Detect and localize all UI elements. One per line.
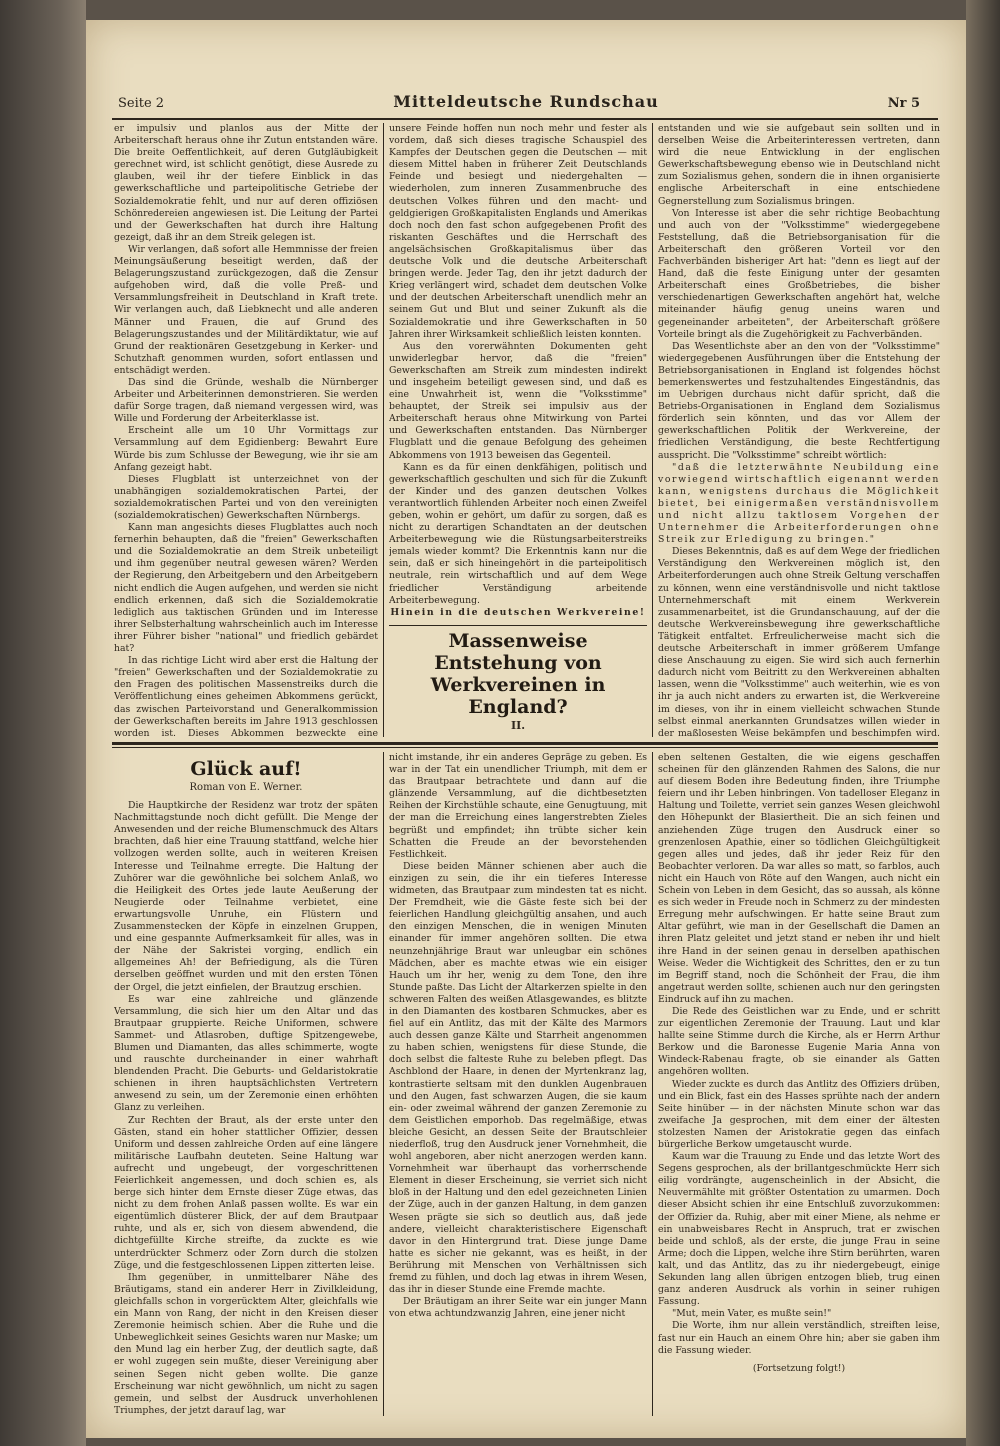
novel-paragraph: nicht imstande, ihr ein anderes Gepräge zu geben. Es war in der Tat ein unendlicher Triumph, mit dem er das Brautpaar betrachtete und dann auf die glänzende Versammlung, auf die dichtbesetzten Reihen der Kirchstühle schaute, eine Genugtuung, mit der man die Erreichung eines langerstrebten Zieles begrüßt und empfindet; ihn trübte sicher kein Schatten die Freude an der bevorstehenden Festlichkeit.: [389, 752, 647, 860]
novel-paragraph: Die Rede des Geistlichen war zu Ende, und er schritt zur eigentlichen Zeremonie der Trauung. Laut und klar hallte seine Stimme durch die Kirche, als er Herrn Arthur Berkow und die Baronesse Eugenie Maria Anna von Windeck-Rabenau fragte, ob sie einander als Gatten angehören wollten.: [658, 1005, 940, 1078]
col1-paragraph: er impulsiv und planlos aus der Mitte der Arbeiterschaft heraus ohne ihr Zutun entstanden wäre. Die breite Oeffentlichkeit, auf deren Gutgläubigkeit gerechnet wird, ist schlicht genötigt, diese Ausrede zu glauben, weil ihr der tiefere Einblick in das gewerkschaftliche und parteipolitische Getriebe der Sozialdemokratie fehlt, und nur auf deren offiziösen Schönredereien angewiesen ist. Die Leitung der Partei und der Gewerkschaften hat durch ihre Haltung gezeigt, daß ihr an dem Streik gelegen ist.: [114, 123, 378, 243]
novel-subtitle: Roman von E. Werner.: [189, 782, 303, 793]
article-part-number: II.: [510, 718, 526, 732]
column-divider: [652, 752, 653, 1416]
novel-paragraph: Wieder zuckte es durch das Antlitz des Offiziers drüben, und ein Blick, fast ein des Hasses sprühte nach der andern Seite hinüber — in der nächsten Minute schon war das zweifache Ja gesprochen, mit dem einer der ältesten stolzesten Namen der Aristokratie gegen das einfach bürgerliche Berkow umgetauscht wurde.: [658, 1078, 940, 1150]
page-header: [106, 92, 946, 116]
novel-paragraph: Diese beiden Männer schienen aber auch die einzigen zu sein, die ihr ein tieferes Interesse widmeten, das Brautpaar zum mindesten tat es nicht. Der Fremdheit, wie die Gäste feste sich bei der feierlichen Handlung gleichgültig ansahen, und auch den einzigen Menschen, die in wenigen Minuten einander für immer angehören sollten. Die etwa neunzehnjährige Braut war unleugbar ein schönes Mädchen, aber es machte etwas wie ein eisiger Hauch um ihr her, wenig zu dem Tone, den ihre Stunde paßte. Das Licht der Altarkerzen spielte in den schweren Falten des weißen Atlasgewandes, es blitzte in den Diamanten des kostbaren Schmuckes, aber es fiel auf ein Antlitz, das mit der Kälte des Marmors auch dessen ganze Kälte und Starrheit angenommen zu haben schien, wenigstens für diese Stunde, die doch selbst die falteste Ruhe zu beleben pflegt. Das Aschblond der Haare, in denen der Myrtenkranz lag, kontrastierte seltsam mit den dunklen Augenbrauen und den Augen, fast schwarzen Augen, die sie kaum ein- oder zweimal während der ganzen Zeremonie zu dem Geistlichen emporhob. Das regelmäßige, etwas bleiche Gesicht, an dessen Seite der Brautschleier niederfloß, trug den Ausdruck jener Vornehmheit, die wohl angeboren, aber nicht anerzogen werden kann. Vornehmheit war überhaupt das vorherrschende Element in dieser Erscheinung, sie verriet sich nicht bloß in der Haltung und den edel gezeichneten Linien der Züge, auch in der ganzen Haltung, in dem ganzen Wesen prägte sie sich so deutlich aus, daß jede andere, vielleicht charakteristischere Eigenschaft davor in den Hintergrund trat. Diese junge Dame hatte es sicher nie gekannt, was es heißt, in der Berührung mit Menschen von Verhältnissen sich fremd zu fühlen, und doch lag etwas in ihrem Wesen, das ihr in dieser Stunde eine Fremde machte.: [389, 860, 647, 1296]
col3-paragraph: Das Wesentlichste aber an den von der "Volksstimme" wiedergegebenen Ausführungen über die Entstehung der Betriebsorganisationen in England ist folgendes höchst bemerkenswertes und festzuhaltendes Eingeständnis, das im Uebrigen durchaus nicht dafür spricht, daß die Betriebs-Organisationen in England dem Sozialismus förderlich sein könnten, und das vor Allem der gewerkschaftlichen Politik der Werkvereine, der friedlichen Verständigung, die beste Rechtfertigung ausspricht. Die "Volksstimme" schreibt wörtlich:: [658, 340, 940, 461]
col3-paragraph: entstanden und wie sie aufgebaut sein sollten und in derselben Weise die Arbeiterinteressen vertreten, dann wird die neue Entwicklung in der englischen Gewerkschaftsbewegung ebenso wie in Deutschland nicht zum Sozialismus gehen, sondern die in ihnen organisierte englische Arbeiterschaft in eine entschiedene Gegnerstellung zum Sozialismus bringen.: [658, 123, 940, 207]
newspaper-masthead: Mitteldeutsche Rundschau: [393, 92, 659, 111]
col1-paragraph: Kann man angesichts dieses Flugblattes auch noch fernerhin behaupten, daß die "freien" Gewerkschaften und die Sozialdemokratie an dem Streik unbeteiligt und ihm gegenüber neutral gewesen wären? Werden der Regierung, den Arbeitgebern und den Arbeitgebern nicht endlich die Augen aufgehen, und werden sie nicht endlich erkennen, daß sich die Sozialdemokratie lediglich aus taktischen Gründen und im Interesse ihrer Selbsterhaltung wahrscheinlich auch im Interesse ihrer Führer bisher "national" und friedlich gebärdet hat?: [114, 522, 378, 655]
col1-paragraph: Dieses Flugblatt ist unterzeichnet von der unabhängigen sozialdemokratischen Partei, der sozialdemokratischen Partei und von den vereinigten (sozialdemokratischen) Gewerkschaften Nürnbergs.: [114, 473, 378, 521]
book-binding-spine: [0, 0, 86, 1446]
col2-paragraph: Kann es da für einen denkfähigen, politisch und gewerkschaftlich geschulten und sich für die Zukunft der Kinder und des ganzen deutschen Volkes verantwortlich fühlenden Arbeiter noch einen Zweifel geben, wohin er gehört, um dafür zu sorgen, daß es nicht zu derartigen Schandtaten an der deutschen Arbeiterbewegung wie die Rüstungsarbeiterstreiks jemals wieder kommt? Die Erkenntnis kann nur die sein, daß er sich hineingehört in die parteipolitisch neutrale, rein wirtschaftlich und auf dem Wege friedlicher Verständigung arbeitende Arbeiterbewegung.: [389, 461, 647, 606]
column-divider: [652, 123, 653, 737]
novel-paragraph: Es war eine zahlreiche und glänzende Versammlung, die sich hier um den Altar und das Brautpaar gruppierte. Reiche Uniformen, schwere Sammet- und Atlasroben, duftige Spitzengewebe, Blumen und Diamanten, das alles schimmerte, wogte und rauschte durcheinander in einer wahrhaft blendenden Pracht. Die Geburts- und Geldaristokratie schienen in ihren hauptsächlichsten Vertretern anwesend zu sein, um der Zeremonie einen erhöhten Glanz zu verleihen.: [114, 993, 378, 1114]
to-be-continued: (Fortsetzung folgt!): [752, 1362, 846, 1374]
novel-paragraph: eben seltenen Gestalten, die wie eigens geschaffen scheinen für den glänzenden Rahmen des Salons, die nur auf diesem Boden ihre Bedeutung finden, ihre Triumphe feiern und ihr Leben hinbringen. Von tadelloser Eleganz in Haltung und Toilette, verriet sein ganzes Wesen gleichwohl den Höhepunkt der Blasiertheit. Die an sich feinen und anziehenden Züge trugen den Ausdruck einer so grenzenlosen Apathie, einer so tödlichen Gleichgültigkeit gegen alles und jedes, daß ihr jeder Reiz für den Beobachter verloren. Da war alles so matt, so farblos, auch nicht ein Hauch von Röte auf den Wangen, auch nicht ein Schein von Leben in dem Gesicht, das so aussah, als könne es sich weder in Freude noch in Schmerz zu der mindesten Erregung mehr aufschwingen. Er hatte seine Braut zum Altar geführt, wie man in der Gesellschaft die Damen an ihren Platz geleitet und jetzt stand er neben ihr und hielt ihre Hand in der seinen genau in derselben apathischen Weise. Weder die Wichtigkeit des Schrittes, den er zu tun im Begriff stand, noch die Schönheit der Frau, die ihm angetraut werden sollte, schienen auch nur den geringsten Eindruck auf ihn zu machen.: [658, 752, 940, 1005]
issue-number: Nr 5: [887, 96, 920, 111]
novel-paragraph: Die Worte, ihm nur allein verständlich, streiften leise, fast nur ein Hauch an einem Ohre hin; aber sie gaben ihm die Fassung wieder.: [658, 1320, 940, 1356]
column-3: [658, 123, 940, 737]
col1-paragraph: Erscheint alle um 10 Uhr Vormittags zur Versammlung auf dem Egidienberg: Bewahrt Eure Würde bis zum Schlusse der Bewegung, wie ihr sie am Anfang gezeigt habt.: [114, 425, 378, 473]
feuilleton-rule-thin: [112, 747, 938, 748]
novel-column-1: [114, 752, 378, 1416]
column-divider: [383, 752, 384, 1416]
novel-paragraph: Ihm gegenüber, in unmittelbarer Nähe des Bräutigams, stand ein anderer Herr in Zivilkleidung, gleichfalls schon in vorgerücktem Alter, gleichfalls wie ein Mann von Rang, der nicht in den Kreisen dieser Zeremonie heimisch schien. Aber die Ruhe und die Unbeweglichkeit seines Gesichts waren nur Maske; um den Mund lag ein herber Zug, der deutlich sagte, daß er wohl zugegen sein mußte, dieser Vereinigung aber seinen Segen nicht geben wollte. Die ganze Erscheinung war nicht gewöhnlich, um nicht zu sagen gemein, und selbst der Ausdruck unverhohlenen Triumphes, der jetzt darauf lag, war: [114, 1271, 378, 1416]
col1-paragraph: Wir verlangen, daß sofort alle Hemmnisse der freien Meinungsäußerung beseitigt werden, daß der Belagerungszustand zurückgezogen, daß die Zensur aufgehoben wird, daß die volle Preß- und Versammlungsfreiheit in Deutschland in Kraft trete. Wir verlangen auch, daß Liebknecht und alle anderen Männer und Frauen, die auf Grund des Belagerungszustandes und der Militärdiktatur, wie auf Grund der reaktionären Gesetzgebung in Kerker- und Schutzhaft genommen wurden, sofort entlassen und entschädigt werden.: [114, 243, 378, 376]
col1-paragraph: Das sind die Gründe, weshalb die Nürnberger Arbeiter und Arbeiterinnen demonstrieren. Sie werden dafür Sorge tragen, daß niemand vergessen wird, was Wille und Forderung der Arbeiterklasse ist.: [114, 376, 378, 425]
article-title: Massenweise Entstehung von Werkvereinen in England?: [430, 629, 606, 718]
novel-column-2: [389, 752, 647, 1416]
article-divider: [389, 625, 647, 626]
col1-paragraph: In das richtige Licht wird aber erst die Haltung der "freien" Gewerkschaften und der Sozialdemokratie zu den Fragen des politischen Massenstreiks durch die Veröffentlichung eines geheimen Abkommens gerückt, das zwischen Parteivorstand und Generalkommission der Gewerkschaften bereits im Jahre 1913 geschlossen worden ist. Dieses Abkommen bezweckte eine: [114, 655, 378, 737]
col3-paragraph: Dieses Bekenntnis, daß es auf dem Wege der friedlichen Verständigung den Werkvereinen möglich ist, den Arbeiterforderungen auch ohne Streik Geltung verschaffen zu können, wenn eine verständnisvolle und nicht taktlose Unternehmerschaft mit einem Werkverein zusammenarbeitet, ist die Grundanschauung, auf der die deutsche Werkvereinsbewegung ihre gewerkschaftliche Tätigkeit entfaltet. Erfreulicherweise macht sich die deutsche Arbeiterschaft in immer größerem Umfange diese Anschauung zu eigen. Sie wird sich auch fernerhin dadurch nicht vom Beitritt zu den Werkvereinen abhalten lassen, wenn die "Volksstimme" auch weiterhin, wie es von ihr ja auch nicht anders zu erwarten ist, die Werkvereine im dieses, von ihr in einem vielleicht schwachen Stunde selbst einmal anerkannten Grundsatzes willen wieder in der maßlosesten Weise bekämpfen und beschimpfen wird.: [658, 546, 940, 737]
closing-slogan: Hinein in die deutschen Werkvereine!: [390, 606, 646, 618]
novel-paragraph: Kaum war die Trauung zu Ende und das letzte Wort des Segens gesprochen, als der brillantgeschmückte Herr sich eilig vordrängte, augenscheinlich in der Absicht, die Neuvermählte mit größter Ostentation zu umarmen. Doch dieser Absicht schien ihr eine Entschluß zuvorzukommen: der Offizier da. Ruhig, aber mit einer Miene, als nehme er ein unabweisbares Recht in Anspruch, trat er zwischen beide und schloß, als der erste, die junge Frau in seine Arme; doch die Lippen, welche ihre Stirn berührten, waren kalt, und das Antlitz, das zu ihr niedergebeugt, einige Sekunden lang allen übrigen entzogen blieb, trug einen ganz anderen Ausdruck als vorhin in seiner ruhigen Fassung.: [658, 1151, 940, 1308]
novel-paragraph: Der Bräutigam an ihrer Seite war ein junger Mann von etwa achtundzwanzig Jahren, eine jener nicht: [389, 1296, 647, 1320]
col2-paragraph: unsere Feinde hoffen nun noch mehr und fester als vordem, daß sich dieses tragische Schauspiel des Kampfes der Deutschen gegen die Deutschen — mit diesem Mittel haben in früherer Zeit Deutschlands Feinde und besiegt und niedergehalten — wiederholen, zum inneren Zusammenbruche des deutschen Volkes führen und den macht- und geldgierigen Großkapitalisten Englands und Amerikas doch noch den fast schon aufgegebenen Profit des riskanten Geschäftes und die Herrschaft des angelsächsischen Großkapitalismus über das deutsche Volk und die deutsche Arbeiterschaft bringen werde. Jeder Tag, den ihr jetzt dadurch der Krieg verlängert wird, schadet dem deutschen Volke und der deutschen Arbeiterschaft unendlich mehr an seinem Gut und Blut und seiner Zukunft als die Sozialdemokratie und ihre Gewerkschaften in 50 Jahren ihrer Wirksamkeit schließlich leisten konnten.: [389, 123, 647, 340]
page-number: Seite 2: [118, 96, 165, 111]
col3-quote: "daß die letzterwähnte Neubildung eine vorwiegend wirtschaftlich eigenannt werden kann, wenigstens durchaus die Möglichkeit bietet, bei einigermaßen verständnisvollem und nicht allzu taktlosem Vorgehen der Unternehmer die Arbeiterforderungen ohne Streik zur Erledigung zu bringen.": [658, 461, 940, 546]
column-1: [114, 123, 378, 737]
novel-title: Glück auf!: [190, 758, 302, 780]
header-rule: [112, 118, 938, 120]
novel-paragraph: Zur Rechten der Braut, als der erste unter den Gästen, stand ein hoher stattlicher Offizier, dessen Uniform und dessen zahlreiche Orden auf eine längere militärische Laufbahn deuteten. Seine Haltung war aufrecht und ungebeugt, der vorgeschrittenen Feierlichkeit angemessen, und doch schien es, als berge sich hinter dem Ernste dieser Züge etwas, das nicht zu dem frohen Anlaß passen wollte. Es war ein eigentümlich düsterer Blick, der auf dem Brautpaar ruhte, und als er, sich von diesem abwendend, die dichtgefüllte Kirche streifte, da zuckte es wie unterdrückter Schmerz oder Zorn durch die stolzen Züge, und die festgeschlossenen Lippen zitterten leise.: [114, 1114, 378, 1271]
column-2: [389, 123, 647, 737]
feuilleton-rule: [112, 742, 938, 745]
newspaper-page: [86, 20, 966, 1438]
novel-paragraph: "Mut, mein Vater, es mußte sein!": [672, 1308, 832, 1320]
column-divider: [383, 123, 384, 737]
novel-column-3: [658, 752, 940, 1416]
col3-paragraph: Von Interesse ist aber die sehr richtige Beobachtung und auch von der "Volksstimme" wiedergegebene Feststellung, daß die Betriebsorganisation für die Arbeiterschaft den größeren Vorteil vor den Fachverbänden bisheriger Art hat: "denn es liegt auf der Hand, daß die feste Einigung unter der gesamten Arbeiterschaft eines Großbetriebes, die bisher verschiedenartigen Gewerkschaften angehört hat, welche miteinander häufig genug uneins waren und gegeneinander arbeiteten", der Arbeiterschaft größere Vorteile bringt als die Zugehörigkeit zu Fachverbänden.: [658, 207, 940, 340]
col2-paragraph: Aus den vorerwähnten Dokumenten geht unwiderlegbar hervor, daß die "freien" Gewerkschaften am Streik zum mindesten indirekt und insgeheim beteiligt gewesen sind, und daß es eine Unwahrheit ist, wenn die "Volksstimme" behauptet, der Streik sei impulsiv aus der Arbeiterschaft heraus ohne Mitwirkung von Partei und Gewerkschaften entstanden. Das Nürnberger Flugblatt und die genaue Befolgung des geheimen Abkommens von 1913 beweisen das Gegenteil.: [389, 340, 647, 461]
novel-paragraph: Die Hauptkirche der Residenz war trotz der späten Nachmittagstunde noch dicht gefüllt. Die Menge der Anwesenden und der reiche Blumenschmuck des Altars brachten, daß hier eine Trauung stattfand, welche hier vollzogen werden sollte, auch in weiteren Kreisen Interesse und Teilnahme erregte. Die Haltung der Zuhörer war die gewöhnliche bei solchem Anlaß, wo die Heiligkeit des Ortes jede laute Aeußerung der Neugierde oder Teilnahme verbietet, eine erwartungsvolle Unruhe, ein Flüstern und Zusammenstecken der Köpfe in einzelnen Gruppen, und eine gespannte Aufmerksamkeit für alles, was in der Nähe der Sakristei vorging, endlich ein allgemeines Ah! der Befriedigung, als die Türen derselben geöffnet wurden und mit den ersten Tönen der Orgel, die jetzt einfielen, der Brautzug erschien.: [114, 800, 378, 993]
book-page-edge: [966, 0, 1000, 1446]
